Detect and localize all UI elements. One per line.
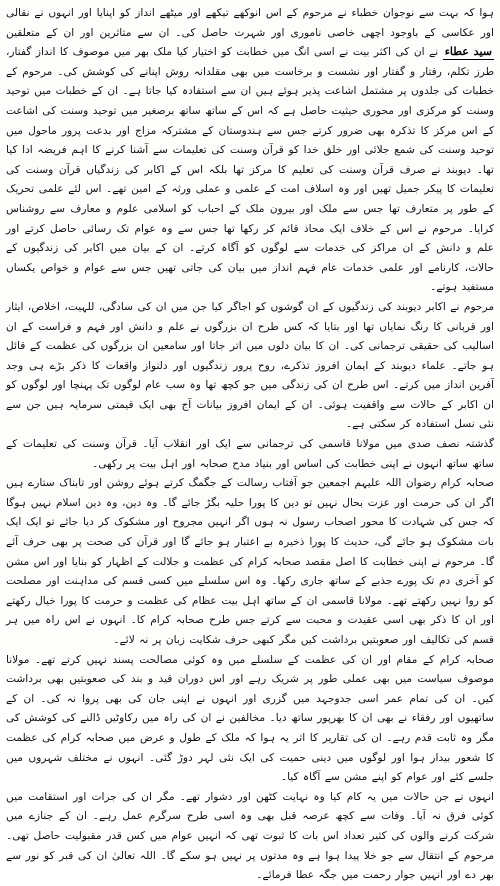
article-paragraph-1: ہوا کہ بہت سے نوجوان خطباء نے مرحوم کے اس انوکھے تیکھے اور میٹھے انداز کو اپنایا اور انہوں نے نقالی اور عکاسی کے باوجود اچھی خاصی ناموری اور شہرت حاصل کی۔ ان سے متاثرین اور ان کے متعلقین سید عطاء نے ان کی اکثر بیت نے اسی انگ میں خطابت کو اختیار کیا ملک بھر میں موصوف کا انداز گفتار، طرز تکلم، رفتار و گفتار اور نشست و برخاست میں بھی مقلدانہ روش اپنانے کی کوشش کی۔ مرحوم کے خطبات کی جلدوں پر مشتمل اشاعت پذیر ہوئے ہیں ان سے استفادہ کیا جاتا ہے۔ ان کے خطبات میں توحید وسنت کو مرکزی اور محوری حیثیت حاصل ہے کہ اس کے ساتھ ساتھ برصغیر میں توحید وسنت کی اشاعت کے اس مرکز کا تذکرہ بھی ضرور کرتے جس سے ہندوستان کے مشترکہ مزاج اور بدعت پرور ماحول میں توحید وسنت کی شمع جلائی اور خلق خدا کو قرآن وسنت کی تعلیمات سے آشنا کرنے کا اہم فریضہ ادا کیا تھا۔ دیوبند نے صرف قرآن وسنت کی تعلیم کا مرکز تھا بلکہ اس کے اکابر کی زندگیاں قرآن وسنت کی تعلیمات کا پیکر جمیل تھیں اور وہ اسلاف امت کے علمی و عملی ورثہ کے امین تھے۔ اس لئے علمی تحریک کے طور پر متعارف تھا جس سے ملک اور بیرون ملک کے احباب کو اسلامی علوم و معارف سے روشناس کرایا۔ مرحوم نے اس کے خلاف ایک محاذ قائم کر رکھا تھا جس سے وہ عوام تک رسائی حاصل کرتے اور علم و دانش کے ان مراکز کی خدمات سے لوگوں کو آگاہ کرتے۔ ان کے بیان میں اکابر کی زندگیوں کے حالات، کارنامے اور علمی خدمات عام فہم انداز میں بیان کی جاتی تھیں جس سے عوام و خواص یکساں مستفید ہوتے۔: [6, 7, 494, 294]
article-paragraph-4: صحابہ کرام رضوان اللہ علیہم اجمعین جو آفتاب رسالت کے جگمگ کرتے ہوئے روشن اور تابناک ستارے ہیں اگر ان کی حرمت اور عزت بحال نہیں تو دین کا پورا حلیہ بگڑ جائے گا۔ وہ دین، وہ دین اسلام نہیں ہوگا کہ جس کی شہادت کا محور اصحاب رسول نہ ہوں اگر انہیں مجروح اور مشکوک کر دیا جائے تو ایک ایک بات مشکوک ہو جائے گی، حدیث کا پورا ذخیرہ بے اعتبار ہو جائے گا اور قرآن کی صحت پر بھی حرف آئے گا۔ مرحوم نے اپنی خطابت کا اصل مقصد صحابہ کرام کی عظمت و جلالت کے اظہار کو بنایا اور اس مشن کو آخری دم تک پورے جذبے کے ساتھ جاری رکھا۔ وہ اس سلسلے میں کسی قسم کی مداہنت اور مصلحت کو روا نہیں رکھتے تھے۔ مولانا قاسمی ان کے ساتھ اہل بیت عظام کی عظمت و حرمت کا پورا خیال رکھتے اور ان کا ذکر بھی اسی عقیدت و محبت سے کرتے جس طرح صحابہ کرام کا۔ انہوں نے اس راہ میں ہر قسم کی تکالیف اور صعوبتیں برداشت کیں مگر کبھی حرف شکایت زبان پر نہ لائے۔: [6, 477, 494, 646]
article-paragraph-3: گذشتہ نصف صدی میں مولانا قاسمی کی ترجمانی سے ایک اور انقلاب آیا۔ قرآن وسنت کی تعلیمات کے ساتھ ساتھ انہوں نے اپنی خطابت کی اساس اور بنیاد مدح صحابہ اور اہل بیت پر رکھی۔: [6, 438, 494, 470]
article-paragraph-5: صحابہ کرام کے مقام اور ان کی عظمت کے سلسلے میں وہ کوئی مصالحت پسند نہیں کرتے تھے۔ مولانا موصوف سیاست میں بھی عملی طور پر شریک رہے اور اس دوران قید و بند کی صعوبتیں بھی برداشت کیں۔ ان کی تمام عمر اسی جدوجہد میں گزری اور انہوں نے اپنی جان کی بھی پروا نہ کی۔ ان کے ساتھیوں اور رفقاء نے بھی ان کا بھرپور ساتھ دیا۔ مخالفین نے ان کی راہ میں رکاوٹیں ڈالنے کی کوشش کی مگر وہ ثابت قدم رہے۔ ان کی تقاریر کا اثر یہ ہوا کہ ملک کے طول و عرض میں صحابہ کرام کی عظمت کا شعور بیدار ہوا اور لوگوں میں دینی حمیت کی ایک نئی لہر دوڑ گئی۔ انہوں نے مختلف شہروں میں جلسے کئے اور عوام کو اپنے مشن سے آگاہ کیا۔: [6, 653, 494, 784]
inline-stamp-text: سید عطاء: [444, 45, 492, 59]
article-paragraph-2: مرحوم نے اکابر دیوبند کی زندگیوں کے ان گوشوں کو اجاگر کیا جن میں ان کی سادگی، للہیت، اخلاص، ایثار اور قربانی کا رنگ نمایاں تھا اور بتایا کہ کس طرح ان بزرگوں نے علم و دانش اور فہم و فراست کے ان اسالیب کی حقیقی ترجمانی کی۔ ان کا بیان دلوں میں اتر جاتا اور سامعین ان بزرگوں کی عظمت کے قائل ہو جاتے۔ علماء دیوبند کے ایمان افروز تذکرے، روح پرور زندگیوں اور دلنواز واقعات کا ذکر بڑے ہی وجد آفرین انداز میں کرتے۔ اس طرح ان کی زندگی میں جو کچھ تھا وہ سب عام لوگوں تک پہنچا اور لوگوں کو ان اکابر کے حالات سے واقفیت ہوئی۔ ان کے ایمان افروز بیانات آج بھی ایک قیمتی سرمایہ ہیں جن سے نئی نسل استفادہ کر سکتی ہے۔: [6, 300, 494, 431]
article-paragraph-6: انہوں نے جن حالات میں یہ کام کیا وہ نہایت کٹھن اور دشوار تھے۔ مگر ان کی جرات اور استقامت میں کوئی فرق نہ آیا۔ وفات سے کچھ عرصہ قبل بھی وہ اسی طرح سرگرم عمل رہے۔ ان کے جنازے میں شرکت کرنے والوں کی کثیر تعداد اس بات کا ثبوت تھی کہ انہیں عوام میں کس قدر مقبولیت حاصل تھی۔ مرحوم کے انتقال سے جو خلا پیدا ہوا ہے وہ مدتوں پر نہیں ہو سکے گا۔ اللہ تعالیٰ ان کی قبر کو نور سے بھر دے اور انہیں جوار رحمت میں جگہ عطا فرمائے۔: [6, 790, 494, 882]
